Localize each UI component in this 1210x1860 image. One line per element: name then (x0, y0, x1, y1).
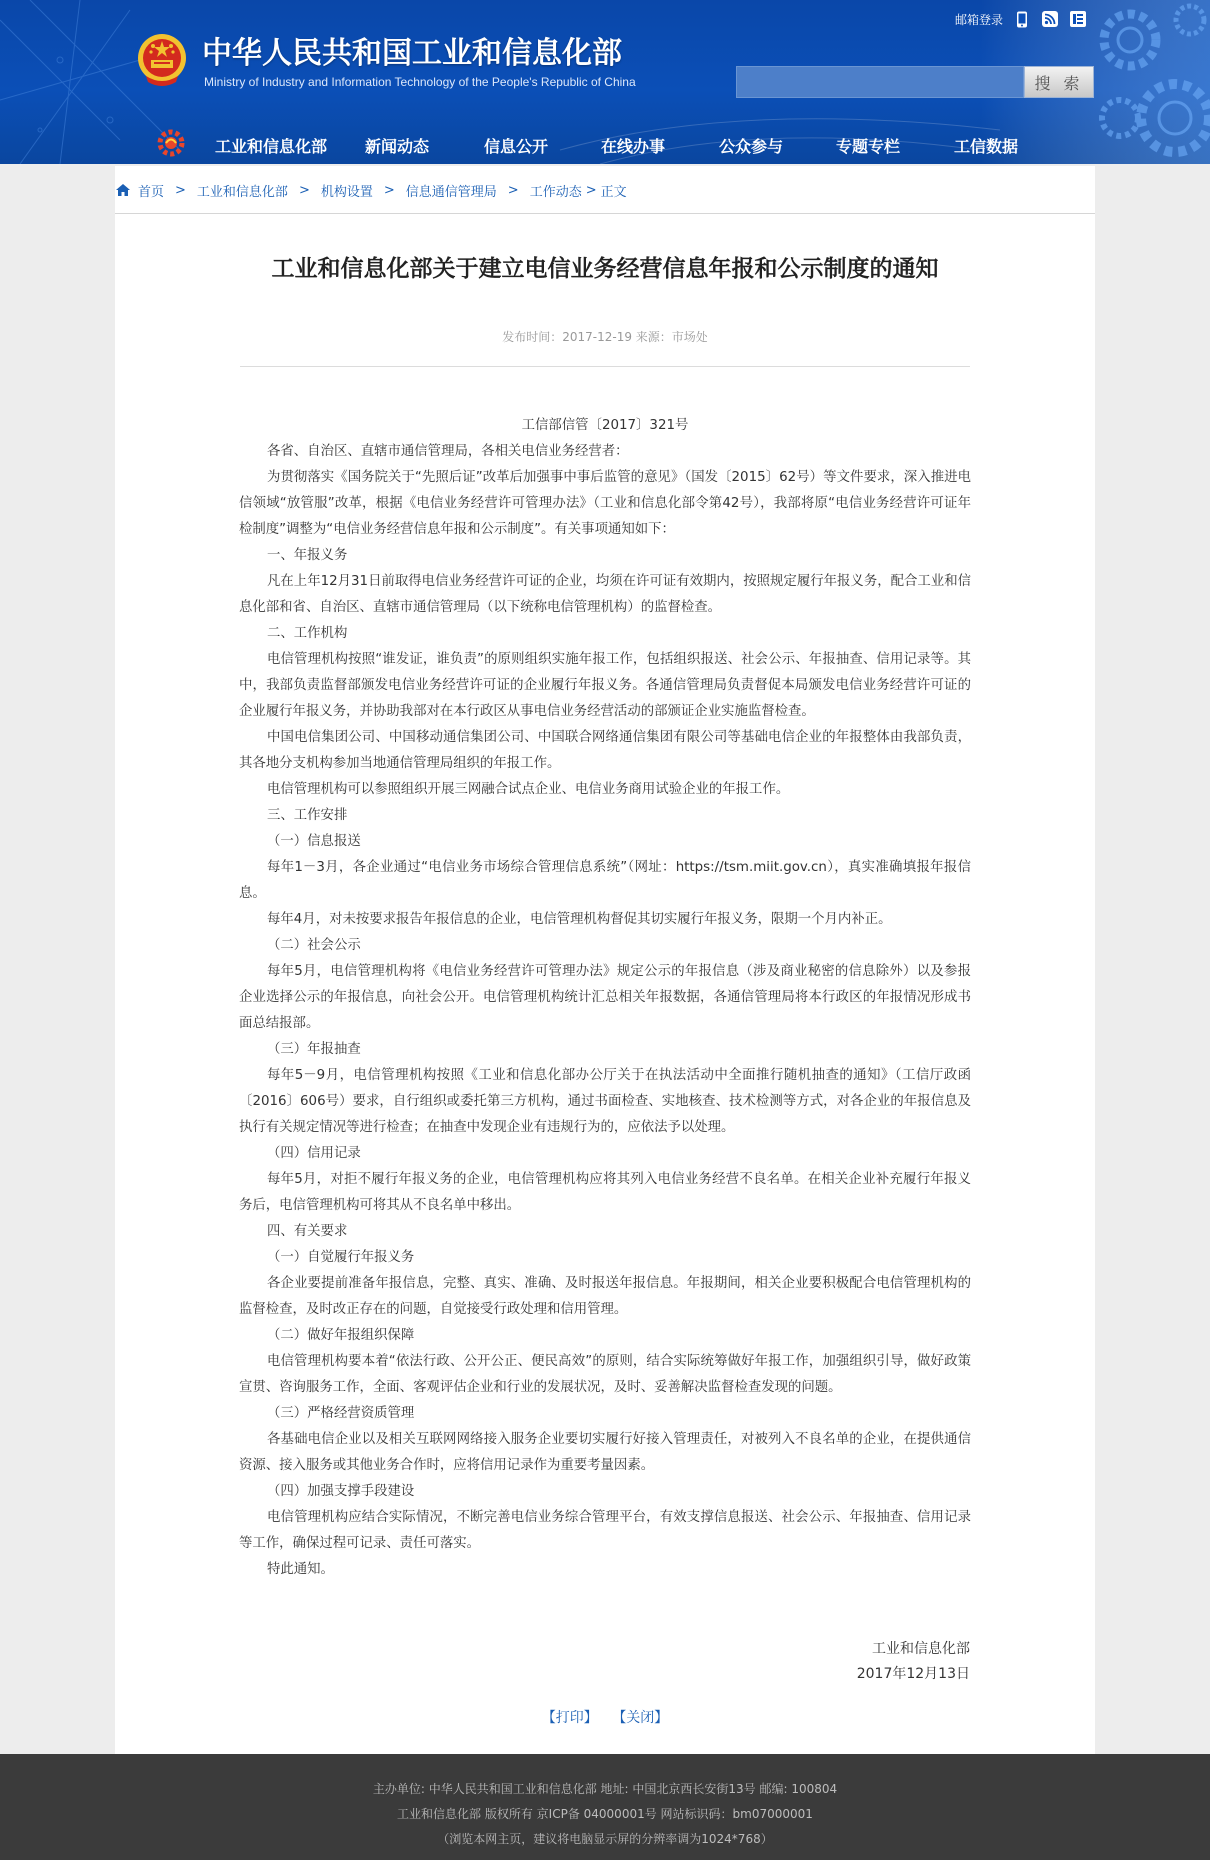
paragraph: 各基础电信企业以及相关互联网网络接入服务企业要切实履行好接入管理责任，对被列入不良名单的企业，在提供通信资源、接入服务或其他业务合作时，应将信用记录作为重要考量因素。 (239, 1432, 971, 1473)
footer-copyright-line: 工业和信息化部 版权所有 京ICP备 04000001号 网站标识码：bm07000001 (397, 1807, 813, 1821)
breadcrumb-work-news[interactable]: 工作动态 (529, 184, 582, 200)
nav-item-online-services[interactable]: 在线办事 (601, 137, 666, 156)
close-button[interactable]: 【关闭】 (612, 1710, 669, 1726)
section-heading: 三、工作安排 (267, 808, 348, 823)
mail-login-link[interactable]: 邮箱登录 (955, 12, 1004, 27)
paragraph: 电信管理机构按照“谁发证，谁负责”的原则组织实施年报工作，包括组织报送、社会公示、年报抽查、信用记录等。其中，我部负责监督部颁发电信业务经营许可证的企业履行年报义务。各通信管理局负责督促本局颁发电信业务经营许可证的企业履行年报义务，并协助我部对在本行政区从事电信业务经营活动的部颁证企业实施监督检查。 (239, 652, 971, 719)
breadcrumb-separator: > (585, 182, 597, 198)
section-heading: 四、有关要求 (267, 1224, 348, 1239)
paragraph: 每年5－9月，电信管理机构按照《工业和信息化部办公厅关于在执法活动中全面推行随机抽查的通知》（工信厅政函〔2016〕606号）要求，自行组织或委托第三方机构，通过书面检查、实地核查、技术检测等方式，对各企业的年报信息及执行有关规定情况等进行检查；在抽查中发现企业有违规行为的，应依法予以处理。 (239, 1068, 971, 1135)
subsection-heading: （四）信用记录 (267, 1146, 361, 1161)
signature-date: 2017年12月13日 (856, 1666, 970, 1682)
mobile-icon[interactable] (1013, 10, 1031, 28)
paragraph: 电信管理机构可以参照组织开展三网融合试点企业、电信业务商用试验企业的年报工作。 (267, 782, 790, 797)
paragraph: 电信管理机构要本着“依法行政、公开公正、便民高效”的原则，结合实际统筹做好年报工作，加强组织引导，做好政策宣贯、咨询服务工作，全面、客观评估企业和行业的发展状况，及时、妥善解决监督检查发现的问题。 (239, 1354, 971, 1395)
site-subtitle: Ministry of Industry and Information Technology of the People's Republic of China (204, 75, 636, 89)
top-links (955, 9, 1087, 29)
footer-resolution-note: （浏览本网主页，建议将电脑显示屏的分辨率调为1024*768） (437, 1832, 773, 1846)
subsection-heading: （三）严格经营资质管理 (267, 1406, 415, 1421)
article-meta: 发布时间：2017-12-19 来源：市场处 (502, 330, 708, 344)
article-body (239, 413, 971, 1583)
paragraph: 电信管理机构应结合实际情况，不断完善电信业务综合管理平台，有效支撑信息报送、社会公示、年报抽查、信用记录等工作，确保过程可记录、责任可落实。 (239, 1510, 971, 1551)
nav-item-special-topics[interactable]: 专题专栏 (836, 137, 901, 156)
subsection-heading: （四）加强支撑手段建设 (267, 1484, 415, 1499)
breadcrumb-separator: > (507, 182, 519, 198)
paragraph: 中国电信集团公司、中国移动通信集团公司、中国联合网络通信集团有限公司等基础电信企业的年报整体由我部负责，其各地分支机构参加当地通信管理局组织的年报工作。 (239, 730, 971, 771)
paragraph: 凡在上年12月31日前取得电信业务经营许可证的企业，均须在许可证有效期内，按照规定履行年报义务，配合工业和信息化部和省、自治区、直辖市通信管理局（以下统称电信管理机构）的监督检查。 (239, 574, 971, 615)
breadcrumb-organization[interactable]: 机构设置 (320, 184, 373, 200)
paragraph: 每年4月，对未按要求报告年报信息的企业，电信管理机构督促其切实履行年报义务，限期一个月内补正。 (267, 912, 892, 927)
nav-item-ministry[interactable]: 工业和信息化部 (215, 137, 328, 156)
paragraph: 各企业要提前准备年报信息，完整、真实、准确、及时报送年报信息。年报期间，相关企业要积极配合电信管理机构的监督检查，及时改正存在的问题，自觉接受行政处理和信用管理。 (239, 1276, 971, 1317)
section-heading: 二、工作机构 (267, 626, 348, 641)
article-actions (115, 1707, 1095, 1727)
paragraph: 每年5月，电信管理机构将《电信业务经营许可管理办法》规定公示的年报信息（涉及商业秘密的信息除外）以及参报企业选择公示的年报信息，向社会公开。电信管理机构统计汇总相关年报数据，各通信管理局将本行政区的年报情况形成书面总结报部。 (239, 964, 971, 1031)
site-title: 中华人民共和国工业和信息化部 (202, 36, 622, 71)
nav-item-info-disclosure[interactable]: 信息公开 (484, 137, 549, 156)
breadcrumb-divider (115, 213, 1095, 214)
site-header (0, 0, 1210, 164)
nav-item-news[interactable]: 新闻动态 (365, 137, 430, 156)
search-button[interactable]: 搜 索 (1024, 66, 1094, 98)
breadcrumb-separator: > (383, 182, 395, 198)
breadcrumb-home[interactable]: 首页 (138, 184, 165, 200)
subsection-heading: （二）做好年报组织保障 (267, 1328, 415, 1343)
meta-divider (240, 366, 970, 367)
signature-organization: 工业和信息化部 (872, 1641, 970, 1657)
main-nav (0, 126, 1210, 164)
subsection-heading: （三）年报抽查 (267, 1042, 361, 1057)
breadcrumb-separator: > (298, 182, 310, 198)
paragraph: 为贯彻落实《国务院关于“先照后证”改革后加强事中事后监管的意见》（国发〔2015〕62号）等文件要求，深入推进电信领域“放管服”改革，根据《电信业务经营许可管理办法》（工业和信息化部令第42号），我部将原“电信业务经营许可证年检制度”调整为“电信业务经营信息年报和公示制度”。有关事项通知如下： (239, 470, 971, 537)
search-input[interactable] (736, 66, 1024, 98)
rss-icon[interactable] (1041, 10, 1059, 28)
nav-item-public-participation[interactable]: 公众参与 (719, 137, 784, 156)
breadcrumb-telecom-bureau[interactable]: 信息通信管理局 (405, 184, 497, 200)
print-button[interactable]: 【打印】 (541, 1710, 598, 1726)
nav-item-data[interactable]: 工信数据 (954, 137, 1019, 156)
sitemap-icon[interactable] (1069, 10, 1087, 28)
footer-sponsor-line: 主办单位: 中华人民共和国工业和信息化部 地址: 中国北京西长安街13号 邮编: 100804 (372, 1782, 838, 1796)
subsection-heading: （一）自觉履行年报义务 (267, 1250, 415, 1265)
paragraph: 各省、自治区、直辖市通信管理局，各相关电信业务经营者： (267, 444, 629, 459)
national-emblem-icon (136, 32, 188, 88)
home-icon[interactable] (115, 183, 131, 197)
subsection-heading: （一）信息报送 (267, 834, 361, 849)
article-title: 工业和信息化部关于建立电信业务经营信息年报和公示制度的通知 (271, 256, 939, 282)
section-heading: 一、年报义务 (267, 548, 348, 563)
subsection-heading: （二）社会公示 (267, 938, 361, 953)
paragraph: 每年1－3月，各企业通过“电信业务市场综合管理信息系统”（网址：https://tsm.miit.gov.cn），真实准确填报年报信息。 (239, 860, 971, 901)
closing-line: 特此通知。 (267, 1562, 334, 1577)
breadcrumb (115, 178, 627, 202)
breadcrumb-ministry[interactable]: 工业和信息化部 (196, 184, 288, 200)
paragraph: 每年5月，对拒不履行年报义务的企业，电信管理机构应将其列入电信业务经营不良名单。在相关企业补充履行年报义务后，电信管理机构可将其从不良名单中移出。 (239, 1172, 971, 1213)
breadcrumb-current: 正文 (600, 184, 627, 200)
document-number: 工信部信管〔2017〕321号 (521, 418, 689, 433)
breadcrumb-separator: > (175, 182, 186, 198)
site-footer (0, 1754, 1210, 1860)
